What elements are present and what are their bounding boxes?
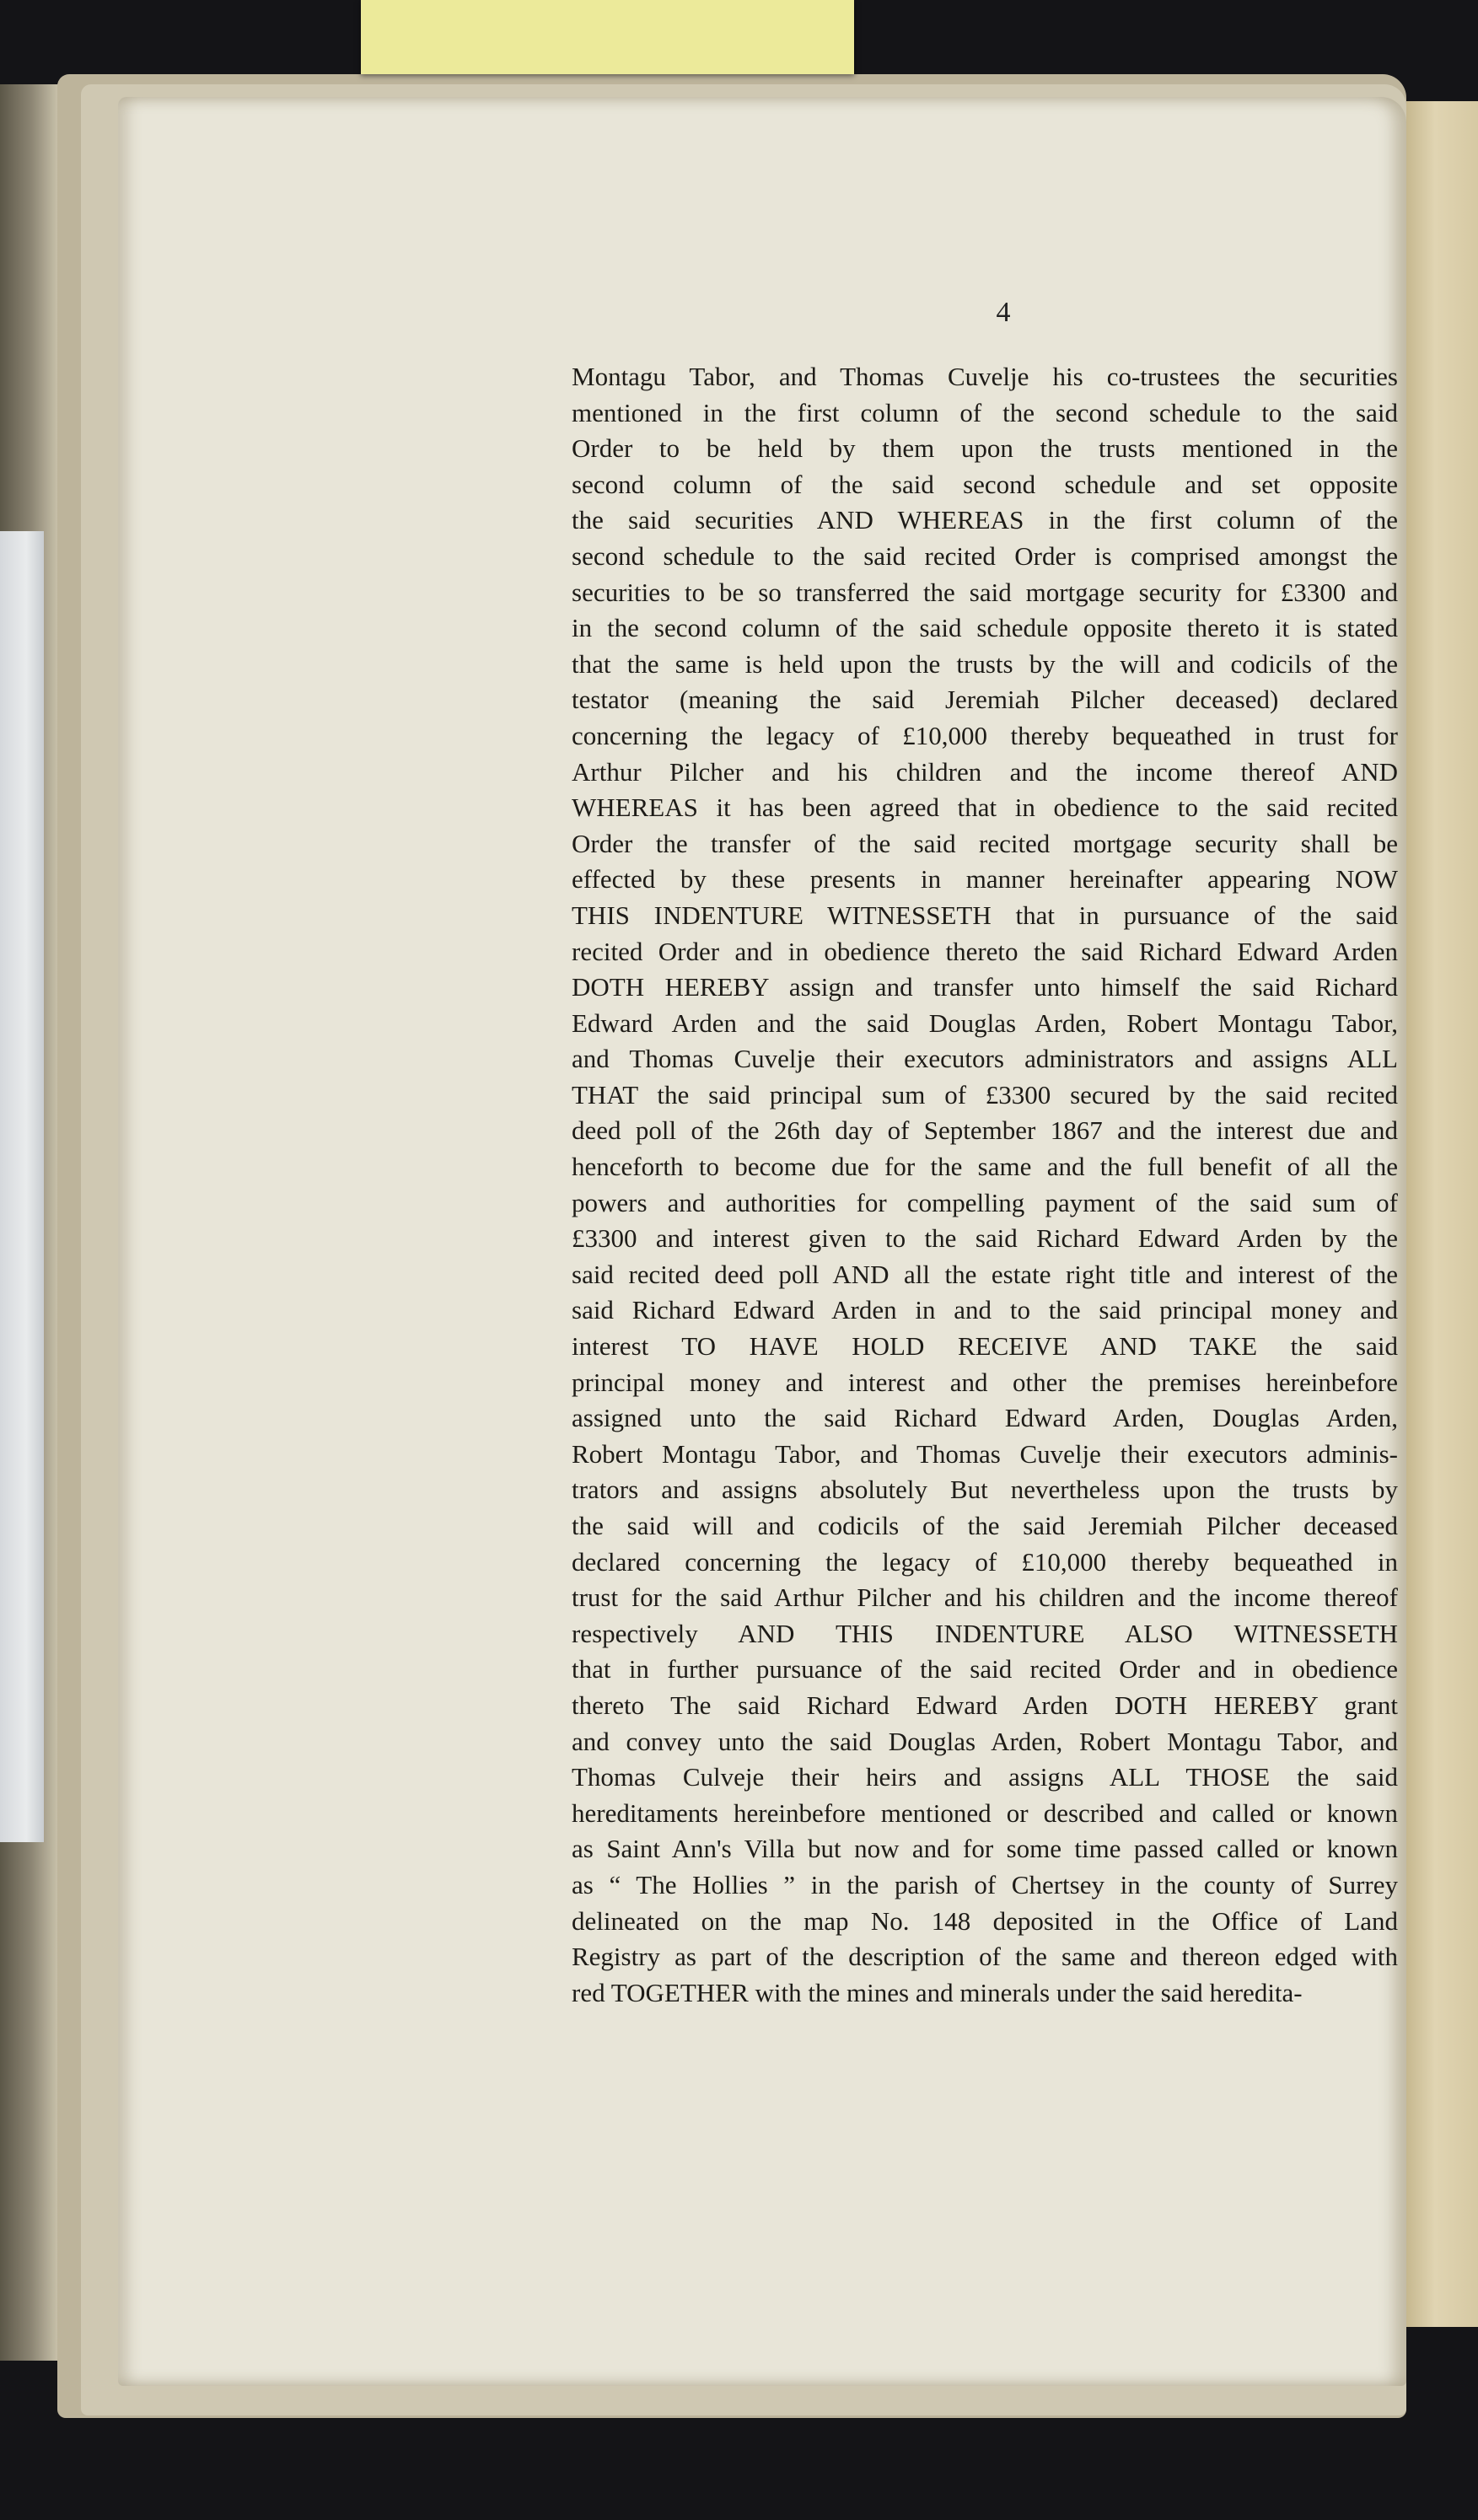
text-line: delineated on the map No. 148 deposited in the Office of Land xyxy=(572,1905,1398,1936)
text-line: said Richard Edward Arden in and to the said principal money and xyxy=(572,1295,1398,1325)
text-line: £3300 and interest given to the said Richard Edward Arden by the xyxy=(572,1223,1398,1254)
text-line: red TOGETHER with the mines and minerals under the said heredita- xyxy=(572,1977,1303,2007)
text-line: mentioned in the first column of the second schedule to the said xyxy=(572,397,1398,427)
text-line: Order the transfer of the said recited mortgage security shall be xyxy=(572,828,1398,858)
text-line: Arthur Pilcher and his children and the income thereof AND xyxy=(572,756,1398,787)
text-line: the said securities AND WHEREAS in the first column of the xyxy=(572,505,1398,535)
text-line: Edward Arden and the said Douglas Arden, Robert Montagu Tabor, xyxy=(572,1007,1398,1038)
page-tab-marker xyxy=(0,531,44,1842)
text-line: henceforth to become due for the same and the full benefit of all the xyxy=(572,1152,1398,1182)
text-line: powers and authorities for compelling payment of the said sum of xyxy=(572,1187,1398,1217)
text-line: deed poll of the 26th day of September 1867 and the interest due and xyxy=(572,1115,1398,1146)
text-line: second schedule to the said recited Order is comprised amongst the xyxy=(572,540,1398,571)
text-line: Thomas Culveje their heirs and assigns ALL THOSE the said xyxy=(572,1762,1398,1792)
text-line: concerning the legacy of £10,000 thereby bequeathed in trust for xyxy=(572,720,1398,750)
sticky-note xyxy=(361,0,854,74)
text-line: testator (meaning the said Jeremiah Pilcher deceased) declared xyxy=(572,685,1398,715)
text-line: interest TO HAVE HOLD RECEIVE AND TAKE the said xyxy=(572,1331,1398,1362)
text-line: respectively AND THIS INDENTURE ALSO WITNESSETH xyxy=(572,1618,1398,1648)
text-line: and convey unto the said Douglas Arden, Robert Montagu Tabor, and xyxy=(572,1726,1398,1756)
text-line: said recited deed poll AND all the estate right title and interest of the xyxy=(572,1259,1398,1289)
text-line: Robert Montagu Tabor, and Thomas Cuvelje their executors adminis- xyxy=(572,1438,1398,1469)
next-page-edge xyxy=(1406,101,1478,2327)
text-line: declared concerning the legacy of £10,000 thereby bequeathed in xyxy=(572,1546,1398,1577)
text-line: second column of the said second schedule and set opposite xyxy=(572,469,1398,499)
text-line: as Saint Ann's Villa but now and for some time passed called or known xyxy=(572,1834,1398,1864)
text-line: that in further pursuance of the said recited Order and in obedience xyxy=(572,1654,1398,1684)
body-text xyxy=(572,359,1398,2011)
text-line: hereditaments hereinbefore mentioned or described and called or known xyxy=(572,1797,1398,1828)
text-line: as “ The Hollies ” in the parish of Chertsey in the county of Surrey xyxy=(572,1869,1398,1899)
text-line: recited Order and in obedience thereto the said Richard Edward Arden xyxy=(572,936,1398,966)
text-line: principal money and interest and other the premises hereinbefore xyxy=(572,1367,1398,1397)
text-line: trators and assigns absolutely But nevertheless upon the trusts by xyxy=(572,1475,1398,1505)
text-line: Montagu Tabor, and Thomas Cuvelje his co-trustees the securities xyxy=(572,362,1398,391)
text-line: in the second column of the said schedule opposite thereto it is stated xyxy=(572,613,1398,643)
text-line: the said will and codicils of the said Jeremiah Pilcher deceased xyxy=(572,1511,1398,1540)
text-line: Order to be held by them upon the trusts mentioned in the xyxy=(572,433,1398,464)
text-line: that the same is held upon the trusts by the will and codicils of the xyxy=(572,648,1398,679)
text-line: WHEREAS it has been agreed that in obedience to the said recited xyxy=(572,793,1398,823)
text-line: and Thomas Cuvelje their executors administrators and assigns ALL xyxy=(572,1044,1398,1074)
page-number: 4 xyxy=(996,297,1011,328)
text-line: THIS INDENTURE WITNESSETH that in pursuance of the said xyxy=(572,900,1398,930)
text-line: DOTH HEREBY assign and transfer unto himself the said Richard xyxy=(572,972,1398,1002)
text-line: Registry as part of the description of the same and thereon edged with xyxy=(572,1942,1398,1972)
text-line: assigned unto the said Richard Edward Arden, Douglas Arden, xyxy=(572,1403,1398,1433)
text-line: effected by these presents in manner hereinafter appearing NOW xyxy=(572,864,1398,895)
text-line: thereto The said Richard Edward Arden DOTH HEREBY grant xyxy=(572,1690,1398,1720)
text-line: THAT the said principal sum of £3300 secured by the said recited xyxy=(572,1079,1398,1110)
text-line: trust for the said Arthur Pilcher and his children and the income thereof xyxy=(572,1582,1398,1613)
text-line: securities to be so transferred the said mortgage security for £3300 and xyxy=(572,577,1398,607)
